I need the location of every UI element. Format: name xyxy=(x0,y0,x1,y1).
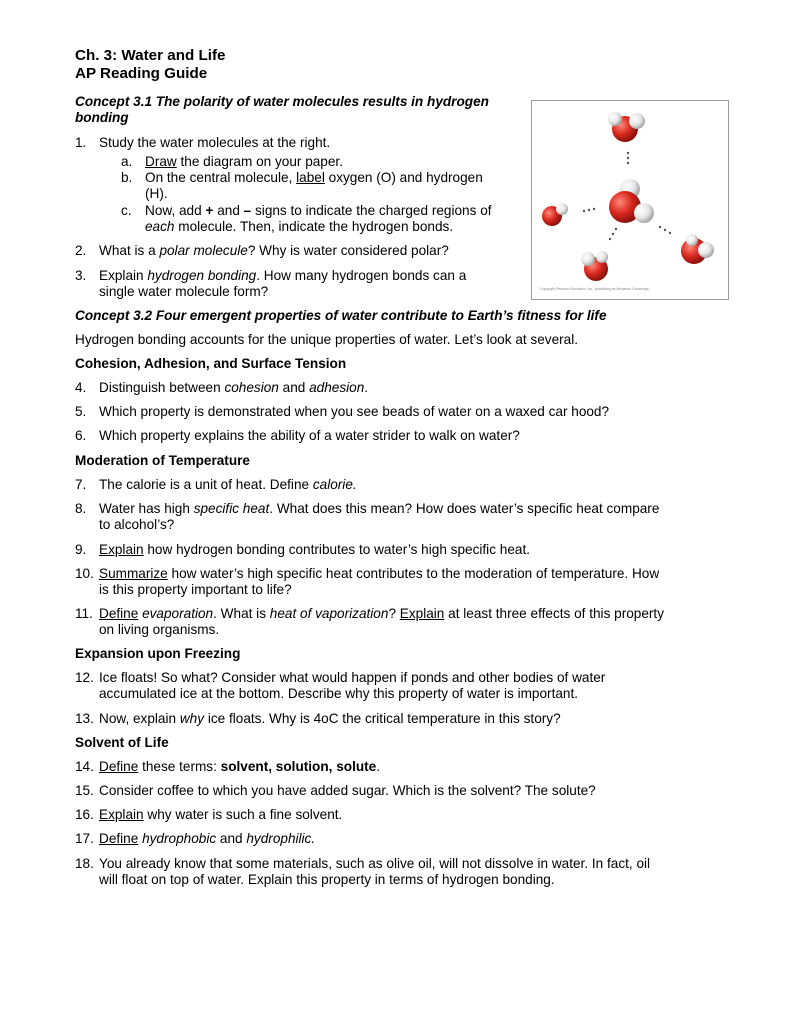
question-text: What is a polar molecule? Why is water considered polar? xyxy=(99,243,449,258)
sub-question-text-cont: (H). xyxy=(145,186,168,201)
figure-copyright: Copyright Pearson Education, Inc., publishing as Benjamin Cummings. xyxy=(540,287,650,291)
question-text: Study the water molecules at the right. xyxy=(99,135,331,150)
question-number: 1. xyxy=(75,135,87,150)
sub-question-text: Now, add + and – signs to indicate the charged regions of xyxy=(145,203,492,218)
question-number: 4. xyxy=(75,380,87,395)
water-molecules-figure xyxy=(531,100,729,300)
question-text: Define hydrophobic and hydrophilic. xyxy=(99,831,316,846)
sub-question-text: On the central molecule, label oxygen (O) and hydrogen xyxy=(145,170,483,185)
question-text-cont: on living organisms. xyxy=(99,622,220,637)
sub-question-text-cont: each molecule. Then, indicate the hydrogen bonds. xyxy=(145,219,454,234)
sub-question-letter: c. xyxy=(121,203,132,218)
question-number: 18. xyxy=(75,856,94,871)
question-text-cont: to alcohol’s? xyxy=(99,517,175,532)
water-molecule-top xyxy=(608,112,645,142)
page-title: Ch. 3: Water and Life xyxy=(75,47,226,64)
question-number: 10. xyxy=(75,566,94,581)
question-text-cont: single water molecule form? xyxy=(99,284,269,299)
question-number: 13. xyxy=(75,711,94,726)
question-number: 11. xyxy=(75,606,93,621)
question-number: 16. xyxy=(75,807,94,822)
question-text: Define evaporation. What is heat of vaporization? Explain at least three effects of this property xyxy=(99,606,665,621)
question-number: 17. xyxy=(75,831,94,846)
concept-3-1-heading: Concept 3.1 The polarity of water molecules results in hydrogen xyxy=(75,94,489,109)
question-number: 3. xyxy=(75,268,87,283)
question-number: 12. xyxy=(75,670,94,685)
concept-3-2-intro: Hydrogen bonding accounts for the unique properties of water. Let’s look at several. xyxy=(75,332,579,347)
question-text: The calorie is a unit of heat. Define calorie. xyxy=(99,477,357,492)
concept-3-1-heading-cont: bonding xyxy=(75,110,129,125)
sub-question-text: Draw the diagram on your paper. xyxy=(145,154,343,169)
question-number: 8. xyxy=(75,501,87,516)
question-number: 7. xyxy=(75,477,87,492)
question-text: Water has high specific heat. What does this mean? How does water’s specific heat compare xyxy=(99,501,660,516)
question-text-cont: accumulated ice at the bottom. Describe why this property of water is important. xyxy=(99,686,579,701)
water-molecules-diagram xyxy=(532,101,728,299)
question-number: 6. xyxy=(75,428,87,443)
sub-question-letter: b. xyxy=(121,170,133,185)
question-text: Summarize how water’s high specific heat contributes to the moderation of temperature. How xyxy=(99,566,660,581)
section-heading-cohesion: Cohesion, Adhesion, and Surface Tension xyxy=(75,356,347,371)
question-text: Explain how hydrogen bonding contributes to water’s high specific heat. xyxy=(99,542,531,557)
question-text: Define these terms: solvent, solution, solute. xyxy=(99,759,381,774)
question-text: Consider coffee to which you have added sugar. Which is the solvent? The solute? xyxy=(99,783,596,798)
section-heading-solvent: Solvent of Life xyxy=(75,735,169,750)
water-molecule-bottom xyxy=(581,251,608,281)
water-molecule-left xyxy=(542,203,568,226)
question-text: Explain hydrogen bonding. How many hydrogen bonds can a xyxy=(99,268,467,283)
section-heading-freezing: Expansion upon Freezing xyxy=(75,646,241,661)
page-subtitle: AP Reading Guide xyxy=(75,65,208,82)
question-text: Now, explain why ice floats. Why is 4oC the critical temperature in this story? xyxy=(99,711,561,726)
question-text: Which property explains the ability of a water strider to walk on water? xyxy=(99,428,520,443)
question-text: Ice floats! So what? Consider what would happen if ponds and other bodies of water xyxy=(99,670,606,685)
question-text: Explain why water is such a fine solvent. xyxy=(99,807,343,822)
concept-3-2-heading: Concept 3.2 Four emergent properties of water contribute to Earth’s fitness for life xyxy=(75,308,607,323)
sub-question-letter: a. xyxy=(121,154,133,169)
section-heading-temperature: Moderation of Temperature xyxy=(75,453,250,468)
water-molecule-central xyxy=(609,179,654,223)
question-number: 14. xyxy=(75,759,94,774)
question-text: Which property is demonstrated when you see beads of water on a waxed car hood? xyxy=(99,404,610,419)
question-text-cont: will float on top of water. Explain this property in terms of hydrogen bonding. xyxy=(99,872,555,887)
question-number: 9. xyxy=(75,542,87,557)
question-text-cont: is this property important to life? xyxy=(99,582,292,597)
question-text: You already know that some materials, such as olive oil, will not dissolve in water. In fact, oil xyxy=(99,856,651,871)
question-number: 15. xyxy=(75,783,94,798)
water-molecule-right xyxy=(681,234,714,264)
question-number: 5. xyxy=(75,404,87,419)
question-text: Distinguish between cohesion and adhesion. xyxy=(99,380,369,395)
question-number: 2. xyxy=(75,243,87,258)
